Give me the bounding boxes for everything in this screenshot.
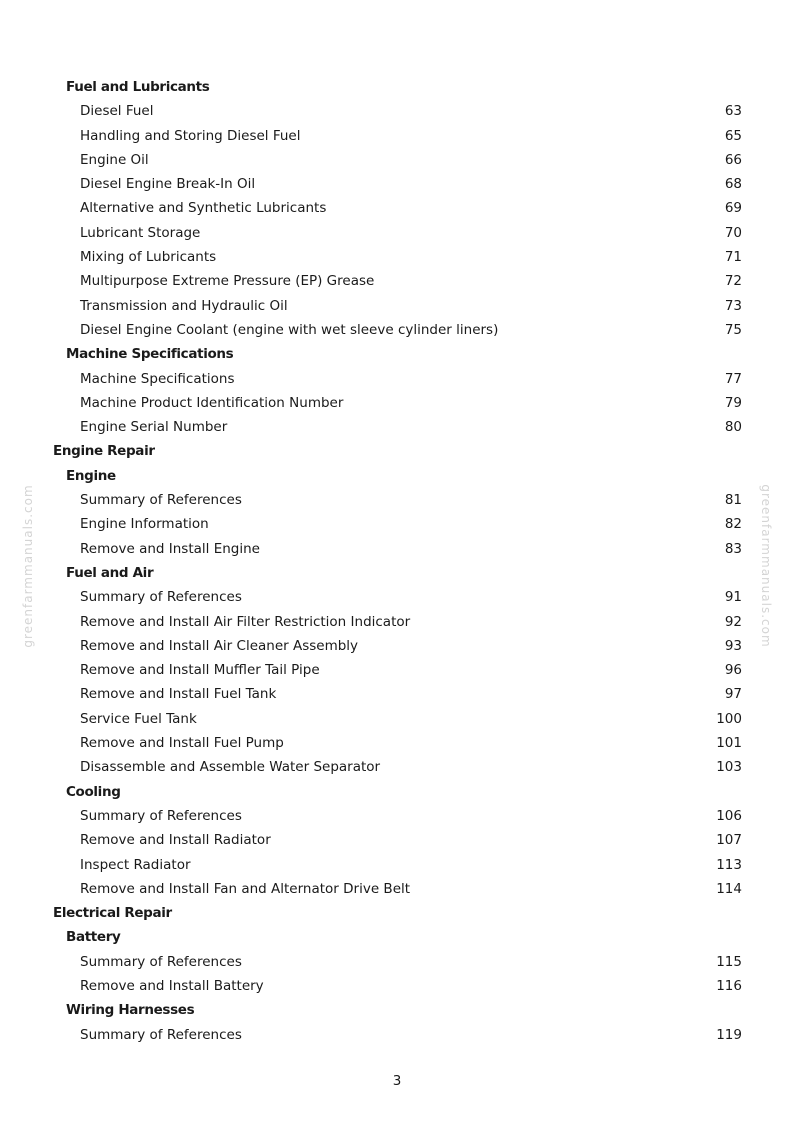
- toc-entry-title: Handling and Storing Diesel Fuel: [80, 127, 301, 144]
- toc-entry-title: Engine Oil: [80, 151, 149, 168]
- toc-entry-title: Remove and Install Radiator: [80, 832, 271, 849]
- toc-page-number: 96: [724, 662, 742, 679]
- toc-page-number: 65: [724, 127, 742, 144]
- toc-entry-title: Diesel Engine Break-In Oil: [80, 176, 256, 193]
- toc-entry-title: Multipurpose Extreme Pressure (EP) Grease: [80, 273, 375, 290]
- toc-entry-title: Summary of References: [80, 807, 242, 824]
- toc-entry[interactable]: [0, 707, 794, 731]
- toc-entry-title: Summary of References: [80, 953, 242, 970]
- toc-page-number: 77: [724, 370, 742, 387]
- toc-page-number: 92: [724, 613, 742, 630]
- toc-entry-title: Transmission and Hydraulic Oil: [80, 297, 288, 314]
- toc-page-number: 116: [716, 977, 742, 994]
- toc-entry-title: Remove and Install Battery: [80, 977, 264, 994]
- toc-entry[interactable]: [0, 804, 794, 828]
- toc-entry[interactable]: [0, 610, 794, 634]
- toc-page-number: 75: [724, 321, 742, 338]
- toc-section-title: Electrical Repair: [53, 905, 172, 922]
- toc-entry[interactable]: [0, 196, 794, 220]
- toc-entry-title: Disassemble and Assemble Water Separator: [80, 759, 381, 776]
- toc-entry[interactable]: [0, 99, 794, 123]
- toc-page-number: 100: [716, 710, 742, 727]
- toc-entry[interactable]: [0, 294, 794, 318]
- toc-page-number: 115: [716, 953, 742, 970]
- toc-entry-title: Lubricant Storage: [80, 224, 201, 241]
- toc-page-number: 79: [724, 394, 742, 411]
- toc-subsection: [0, 342, 794, 366]
- toc-page-number: 93: [724, 637, 742, 654]
- toc-subsection-title: Battery: [66, 929, 121, 946]
- toc-page-number: 71: [724, 249, 742, 266]
- toc-entry-title: Engine Information: [80, 516, 209, 533]
- toc-subsection-title: Fuel and Lubricants: [66, 79, 210, 95]
- toc-entry[interactable]: [0, 148, 794, 172]
- watermark-right: greenfarmmanuals.com: [759, 484, 773, 648]
- toc-entry[interactable]: [0, 731, 794, 755]
- toc-entry-title: Diesel Fuel: [80, 103, 154, 120]
- toc-entry[interactable]: [0, 877, 794, 901]
- toc-entry-title: Summary of References: [80, 492, 242, 509]
- toc-page-number: 91: [724, 589, 742, 606]
- toc-page-number: 106: [716, 807, 742, 824]
- toc-entry[interactable]: [0, 682, 794, 706]
- toc-entry-title: Remove and Install Engine: [80, 540, 260, 557]
- table-of-contents: [0, 75, 794, 1047]
- toc-entry[interactable]: [0, 974, 794, 998]
- toc-section: [0, 439, 794, 463]
- watermark-left: greenfarmmanuals.com: [21, 484, 35, 648]
- toc-page-number: 80: [724, 419, 742, 436]
- toc-entry-title: Remove and Install Fan and Alternator Drive Belt: [80, 880, 411, 897]
- toc-entry[interactable]: [0, 828, 794, 852]
- toc-entry[interactable]: [0, 415, 794, 439]
- toc-entry[interactable]: [0, 318, 794, 342]
- toc-entry[interactable]: [0, 269, 794, 293]
- toc-entry[interactable]: [0, 391, 794, 415]
- toc-entry-title: Machine Specifications: [80, 370, 235, 387]
- toc-page-number: 66: [724, 151, 742, 168]
- toc-subsection: [0, 464, 794, 488]
- toc-page-number: 83: [724, 540, 742, 557]
- toc-section: [0, 901, 794, 925]
- toc-page-number: 63: [724, 103, 742, 120]
- toc-entry-title: Inspect Radiator: [80, 856, 191, 873]
- toc-entry[interactable]: [0, 585, 794, 609]
- toc-subsection-title: Machine Specifications: [66, 346, 234, 363]
- toc-page-number: 114: [716, 880, 742, 897]
- toc-page-number: 70: [724, 224, 742, 241]
- toc-entry-title: Alternative and Synthetic Lubricants: [80, 200, 327, 217]
- toc-entry-title: Mixing of Lubricants: [80, 249, 217, 266]
- toc-entry[interactable]: [0, 172, 794, 196]
- toc-entry[interactable]: [0, 950, 794, 974]
- toc-entry[interactable]: [0, 367, 794, 391]
- toc-subsection: [0, 780, 794, 804]
- toc-page-number: 82: [724, 516, 742, 533]
- toc-entry-title: Engine Serial Number: [80, 419, 228, 436]
- toc-entry-title: Summary of References: [80, 589, 242, 606]
- toc-page-number: 107: [716, 832, 742, 849]
- toc-entry[interactable]: [0, 658, 794, 682]
- toc-entry-title: Diesel Engine Coolant (engine with wet sleeve cylinder liners): [80, 321, 499, 338]
- toc-entry[interactable]: [0, 488, 794, 512]
- toc-page-number: 72: [724, 273, 742, 290]
- toc-entry-title: Summary of References: [80, 1026, 242, 1043]
- toc-page-number: 73: [724, 297, 742, 314]
- toc-section-title: Engine Repair: [53, 443, 155, 460]
- toc-entry[interactable]: [0, 245, 794, 269]
- toc-page-number: 81: [724, 492, 742, 509]
- toc-entry-title: Remove and Install Air Cleaner Assembly: [80, 637, 359, 654]
- page-number: 3: [392, 1073, 402, 1089]
- toc-page-number: 69: [724, 200, 742, 217]
- toc-subsection: [0, 925, 794, 949]
- toc-entry-title: Remove and Install Fuel Pump: [80, 735, 284, 752]
- toc-entry[interactable]: [0, 221, 794, 245]
- toc-entry-title: Remove and Install Air Filter Restriction Indicator: [80, 613, 411, 630]
- toc-page-number: 119: [716, 1026, 742, 1043]
- toc-subsection-title: Cooling: [66, 783, 121, 800]
- toc-subsection-title: Wiring Harnesses: [66, 1002, 195, 1019]
- toc-page-number: 97: [724, 686, 742, 703]
- toc-subsection-title: Engine: [66, 467, 116, 484]
- toc-entry[interactable]: [0, 124, 794, 148]
- toc-entry-title: Remove and Install Fuel Tank: [80, 686, 277, 703]
- toc-entry[interactable]: [0, 1023, 794, 1047]
- toc-page-number: 113: [716, 856, 742, 873]
- toc-subsection: [0, 998, 794, 1022]
- toc-entry-title: Machine Product Identification Number: [80, 394, 344, 411]
- toc-entry[interactable]: [0, 755, 794, 779]
- toc-subsection: [0, 75, 794, 99]
- toc-subsection-title: Fuel and Air: [66, 564, 154, 581]
- toc-entry-title: Remove and Install Muffler Tail Pipe: [80, 662, 320, 679]
- toc-entry[interactable]: [0, 634, 794, 658]
- toc-page-number: 101: [716, 735, 742, 752]
- toc-entry-title: Service Fuel Tank: [80, 710, 197, 727]
- toc-subsection: [0, 561, 794, 585]
- toc-entry[interactable]: [0, 853, 794, 877]
- toc-entry[interactable]: [0, 537, 794, 561]
- toc-page-number: 68: [724, 176, 742, 193]
- toc-entry[interactable]: [0, 512, 794, 536]
- toc-page-number: 103: [716, 759, 742, 776]
